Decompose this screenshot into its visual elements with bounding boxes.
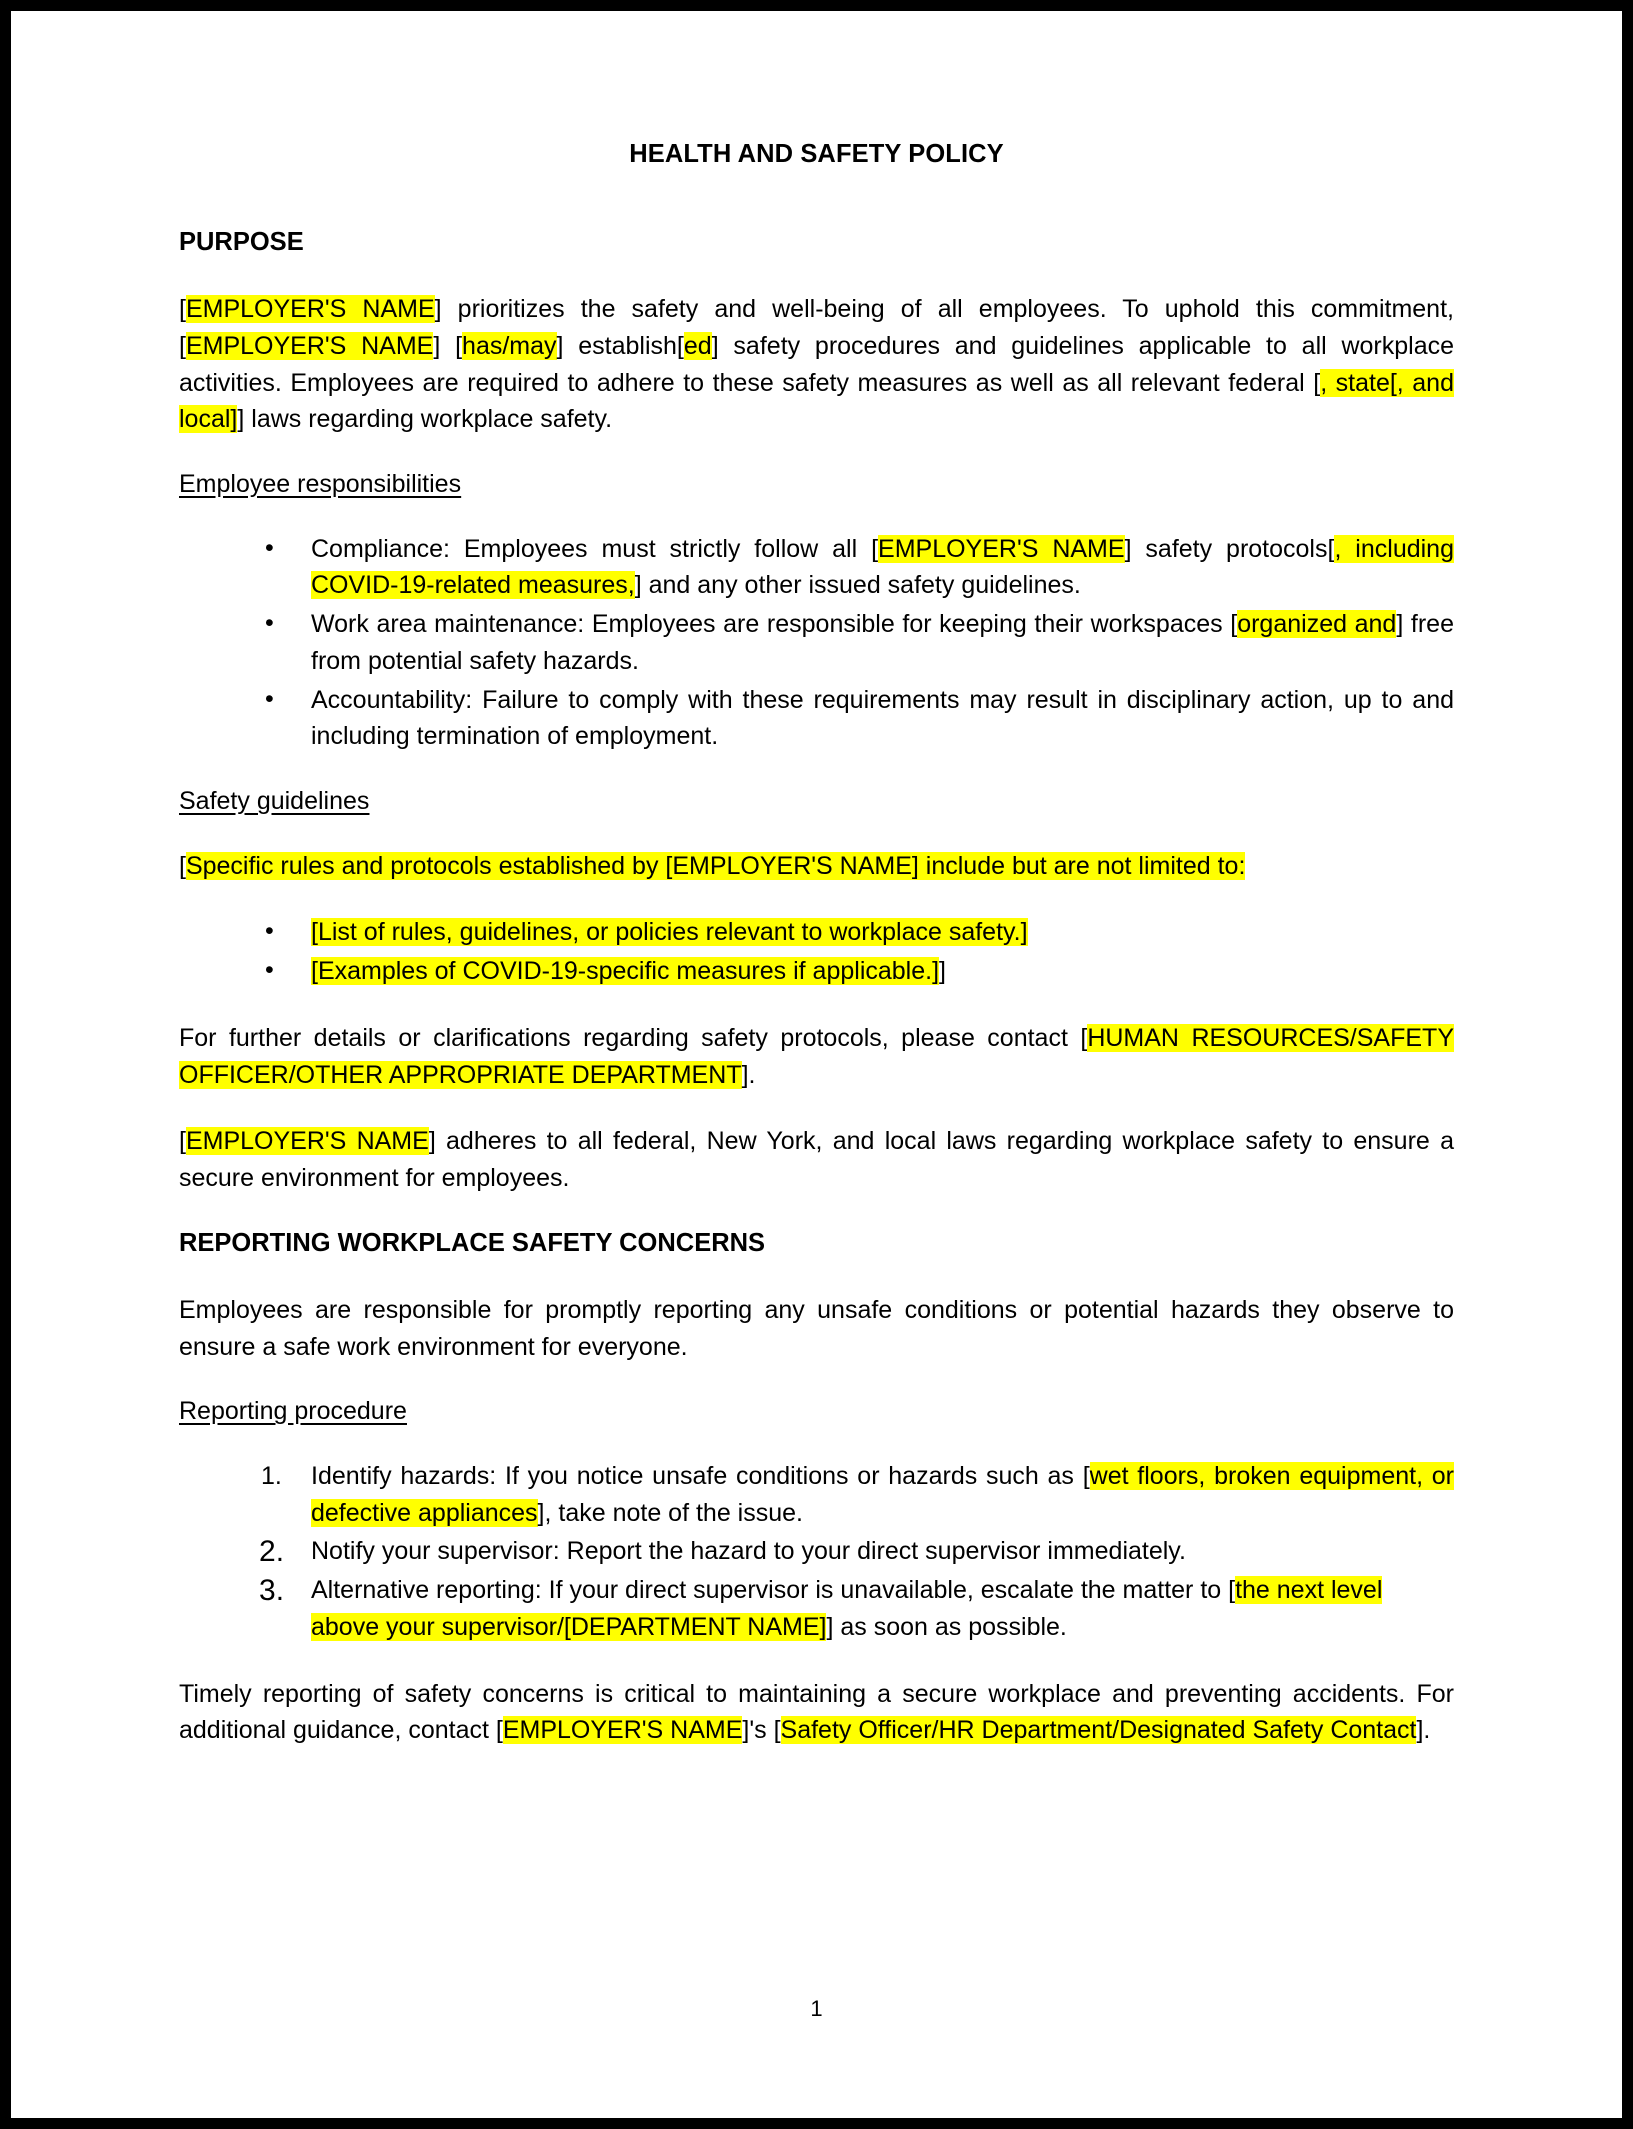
list-item (257, 1458, 1454, 1532)
list-item (257, 531, 1454, 605)
item-text-1: Work area maintenance: Employees are responsible for keeping their workspaces [ (311, 610, 1238, 639)
purpose-text-5: ] laws regarding workplace safety. (237, 405, 613, 434)
subheading-reporting-procedure (179, 1395, 1454, 1428)
highlight-employer-name: EMPLOYER'S NAME (502, 1716, 743, 1745)
highlight-state-local: , state[, and local] (179, 368, 1454, 434)
subheading-text: Reporting procedure (179, 1397, 407, 1426)
subheading-text: Safety guidelines (179, 787, 370, 816)
list-item (257, 914, 1454, 951)
contact-text-2: ]. (741, 1060, 756, 1089)
highlight-employer-name: EMPLOYER'S NAME (878, 534, 1125, 563)
reporting-closing-paragraph (179, 1676, 1454, 1750)
highlight-employer-name: EMPLOYER'S NAME (185, 295, 435, 324)
highlight-safety-contact: Safety Officer/HR Department/Designated Safety Contact (780, 1716, 1417, 1745)
highlight-hazard-examples: wet floors, broken equipment, or defective appliances (311, 1461, 1454, 1527)
purpose-paragraph (179, 291, 1454, 438)
section-heading-reporting: REPORTING WORKPLACE SAFETY CONCERNS (179, 1228, 766, 1257)
highlight-hr-department: HUMAN RESOURCES/SAFETY OFFICER/OTHER APPROPRIATE DEPARTMENT (179, 1023, 1454, 1089)
contact-text-1: For further details or clarifications regarding safety protocols, please contact [ (179, 1023, 1088, 1052)
closing-text-3: ]. (1416, 1716, 1431, 1745)
highlight-covid-examples: [Examples of COVID-19-specific measures if applicable.] (311, 957, 940, 986)
section-heading-purpose: PURPOSE (179, 227, 304, 256)
list-item (257, 1533, 1454, 1570)
closing-text-1: Timely reporting of safety concerns is critical to maintaining a secure workplace and preventing accidents. For additional guidance, contact [ (179, 1679, 1454, 1745)
bracket-open: [ (179, 851, 186, 880)
highlight-employer-name: EMPLOYER'S NAME (185, 331, 434, 360)
step-text-2: ] as soon as possible. (826, 1612, 1067, 1641)
item-tail: ] (939, 957, 946, 986)
purpose-text-3: ] establish[ (556, 331, 684, 360)
page-title: HEALTH AND SAFETY POLICY (629, 140, 1004, 168)
safety-contact-paragraph (179, 1020, 1454, 1094)
purpose-text-4: ] safety procedures and guidelines applicable to all workplace activities. Employees are required to adhere to these safety measures as well as all relevant federal [ (179, 331, 1455, 397)
safety-guidelines-intro (179, 848, 1454, 885)
step-text-1: Identify hazards: If you notice unsafe conditions or hazards such as [ (311, 1461, 1090, 1490)
closing-text-2: ]'s [ (742, 1716, 781, 1745)
highlight-organized-and: organized and (1237, 610, 1397, 639)
item-text-1: Compliance: Employees must strictly follow all [ (311, 534, 879, 563)
subheading-text: Employee responsibilities (179, 470, 462, 499)
list-item (257, 682, 1454, 756)
reporting-procedure-list (179, 1458, 1454, 1646)
list-item (257, 1572, 1454, 1646)
list-item (257, 953, 1454, 990)
highlight-ed: ed (683, 331, 712, 360)
page-number: 1 (810, 1996, 823, 2021)
step-text-1: Notify your supervisor: Report the hazard to your direct supervisor immediately. (311, 1537, 1186, 1566)
bracket-open: [ (179, 295, 186, 324)
list-item (257, 606, 1454, 680)
bracket-open: [ (179, 1127, 186, 1156)
step-text-2: ], take note of the issue. (537, 1498, 803, 1527)
highlight-list-of-rules: [List of rules, guidelines, or policies relevant to workplace safety.] (311, 918, 1028, 947)
item-text-1: Accountability: Failure to comply with these requirements may result in disciplinary action, up to and including termination of employment. (311, 685, 1454, 751)
highlight-employer-name: EMPLOYER'S NAME (185, 1127, 429, 1156)
purpose-text-1: ] prioritizes the safety and well-being of all employees. To uphold this commitment, [ (179, 295, 1454, 360)
highlight-has-may: has/may (462, 331, 557, 360)
highlight-specific-rules: Specific rules and protocols established by [EMPLOYER'S NAME] include but are not limited to: (185, 851, 1246, 880)
reporting-intro-paragraph: Employees are responsible for promptly reporting any unsafe conditions or potential hazards they observe to ensure a safe work environment for everyone. (179, 1295, 1454, 1361)
document-page (11, 11, 1622, 2118)
employee-responsibilities-list (179, 531, 1454, 756)
step-text-1: Alternative reporting: If your direct supervisor is unavailable, escalate the matter to [ (311, 1576, 1236, 1605)
highlight-covid-measures: , including COVID-19-related measures, (311, 534, 1454, 600)
item-text-2: ] free from potential safety hazards. (311, 610, 1454, 675)
safety-compliance-paragraph (179, 1123, 1454, 1197)
safety-guidelines-list (179, 914, 1454, 990)
item-text-3: ] and any other issued safety guidelines. (634, 571, 1081, 600)
highlight-escalation-target: the next level above your supervisor/[DEPARTMENT NAME] (311, 1576, 1383, 1641)
purpose-text-2: ] [ (433, 331, 463, 360)
item-text-2: ] safety protocols[ (1124, 534, 1335, 563)
subheading-employee-responsibilities (179, 468, 1454, 501)
compliance-text-1: ] adheres to all federal, New York, and local laws regarding workplace safety to ensure a secure environment for employees. (179, 1127, 1454, 1193)
subheading-safety-guidelines (179, 785, 1454, 818)
